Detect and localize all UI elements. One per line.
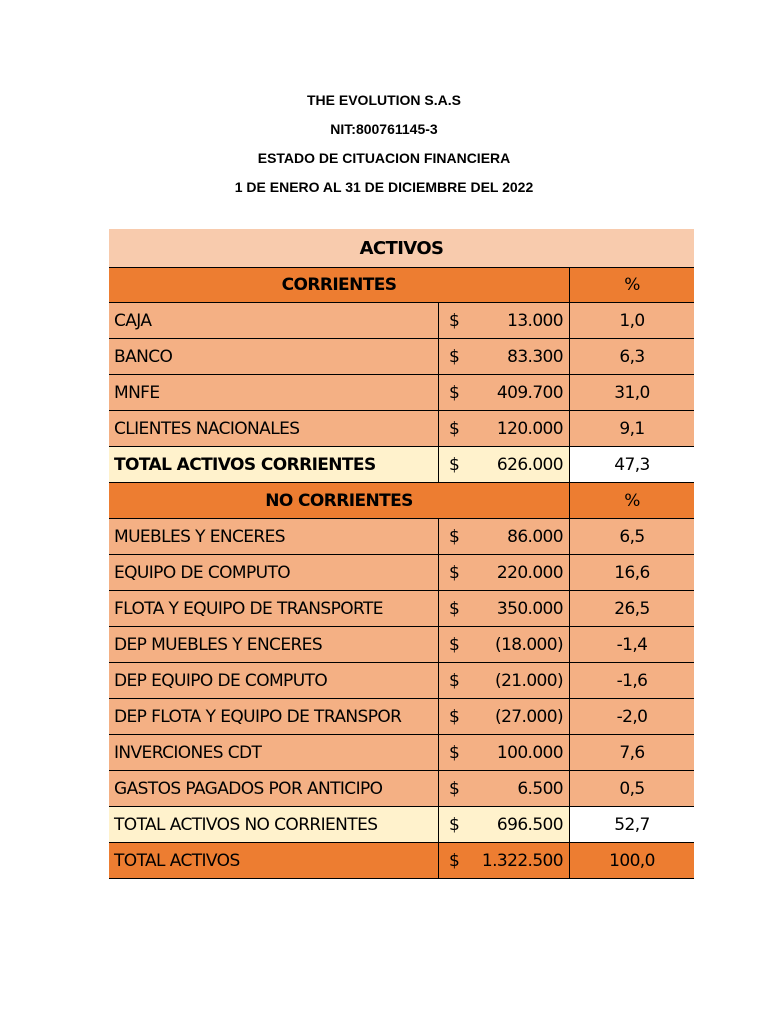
table-row [109,555,694,591]
grand-total-label: TOTAL ACTIVOS [109,843,439,878]
row-label: GASTOS PAGADOS POR ANTICIPO [109,771,439,806]
row-label: DEP FLOTA Y EQUIPO DE TRANSPOR [109,699,439,734]
section-header-corrientes [109,267,694,303]
row-pct: 6,5 [619,526,645,547]
row-amount [439,555,570,590]
grand-total-row [109,843,694,879]
currency-symbol: $ [449,310,460,331]
row-label: EQUIPO DE COMPUTO [109,555,439,590]
total-pct: 52,7 [570,807,694,842]
currency-symbol: $ [449,598,460,619]
report-title: ESTADO DE CITUACION FINANCIERA [257,150,511,166]
currency-symbol: $ [449,814,460,835]
row-label: FLOTA Y EQUIPO DE TRANSPORTE [109,591,439,626]
table-row [109,519,694,555]
row-label: CLIENTES NACIONALES [109,411,439,446]
table-row [109,699,694,735]
pct-header-corrientes: % [624,275,640,295]
row-pct: 1,0 [619,310,645,331]
total-row-corrientes [109,447,694,483]
total-pct: 47,3 [570,447,694,482]
pct-header-no-corrientes: % [624,490,640,511]
currency-symbol: $ [449,778,460,799]
table-row [109,411,694,447]
currency-symbol: $ [449,382,460,403]
total-row-no-corrientes [109,807,694,843]
report-period: 1 DE ENERO AL 31 DE DICIEMBRE DEL 2022 [234,179,534,195]
amount-value: 626.000 [496,454,563,475]
company-name: THE EVOLUTION S.A.S [306,92,461,108]
currency-symbol: $ [449,526,460,547]
row-amount [439,375,570,410]
row-amount [439,699,570,734]
company-nit: NIT:800761145-3 [330,121,438,137]
row-pct: -1,6 [616,670,648,691]
currency-symbol: $ [449,346,460,367]
total-amount [439,447,570,482]
table-row [109,375,694,411]
currency-symbol: $ [449,634,460,655]
grand-total-amount [439,843,570,878]
row-amount [439,411,570,446]
amount-value: 6.500 [517,778,563,799]
total-label: TOTAL ACTIVOS CORRIENTES [109,447,439,482]
total-label: TOTAL ACTIVOS NO CORRIENTES [109,807,439,842]
row-pct: 26,5 [614,598,650,619]
currency-symbol: $ [449,670,460,691]
table-row [109,663,694,699]
currency-symbol: $ [449,742,460,763]
row-label: INVERCIONES CDT [109,735,439,770]
currency-symbol: $ [449,418,460,439]
row-pct: -1,4 [616,634,648,655]
amount-value: 696.500 [496,814,563,835]
grand-total-pct: 100,0 [609,850,655,871]
amount-value: (27.000) [495,706,563,727]
row-amount [439,591,570,626]
amount-value: 350.000 [496,598,563,619]
row-pct: 7,6 [619,742,645,763]
row-amount [439,771,570,806]
row-pct: -2,0 [616,706,648,727]
amount-value: 100.000 [496,742,563,763]
amount-value: 120.000 [496,418,563,439]
currency-symbol: $ [449,454,460,475]
row-amount [439,303,570,338]
row-amount [439,519,570,554]
row-label: MUEBLES Y ENCERES [109,519,439,554]
table-title-row [109,229,694,267]
row-label: BANCO [109,339,439,374]
row-pct: 31,0 [614,382,650,403]
row-amount [439,627,570,662]
row-label: DEP MUEBLES Y ENCERES [109,627,439,662]
section-title-no-corrientes: NO CORRIENTES [109,483,570,518]
currency-symbol: $ [449,706,460,727]
amount-value: 409.700 [496,382,563,403]
row-pct: 16,6 [614,562,650,583]
amount-value: (18.000) [495,634,563,655]
row-label: MNFE [109,375,439,410]
table-row [109,771,694,807]
section-title-corrientes: CORRIENTES [109,268,570,302]
row-amount [439,339,570,374]
row-amount [439,663,570,698]
total-amount [439,807,570,842]
table-row [109,303,694,339]
section-header-no-corrientes [109,483,694,519]
amount-value: 83.300 [507,346,563,367]
currency-symbol: $ [449,562,460,583]
amount-value: (21.000) [495,670,563,691]
table-row [109,735,694,771]
amount-value: 13.000 [507,310,563,331]
amount-value: 1.322.500 [481,850,563,871]
row-amount [439,735,570,770]
row-pct: 9,1 [619,418,645,439]
row-pct: 6,3 [619,346,645,367]
table-row [109,627,694,663]
table-title: ACTIVOS [359,237,444,259]
currency-symbol: $ [449,850,460,871]
row-pct: 0,5 [619,778,645,799]
row-label: CAJA [109,303,439,338]
table-row [109,339,694,375]
amount-value: 86.000 [507,526,563,547]
row-label: DEP EQUIPO DE COMPUTO [109,663,439,698]
amount-value: 220.000 [496,562,563,583]
table-row [109,591,694,627]
